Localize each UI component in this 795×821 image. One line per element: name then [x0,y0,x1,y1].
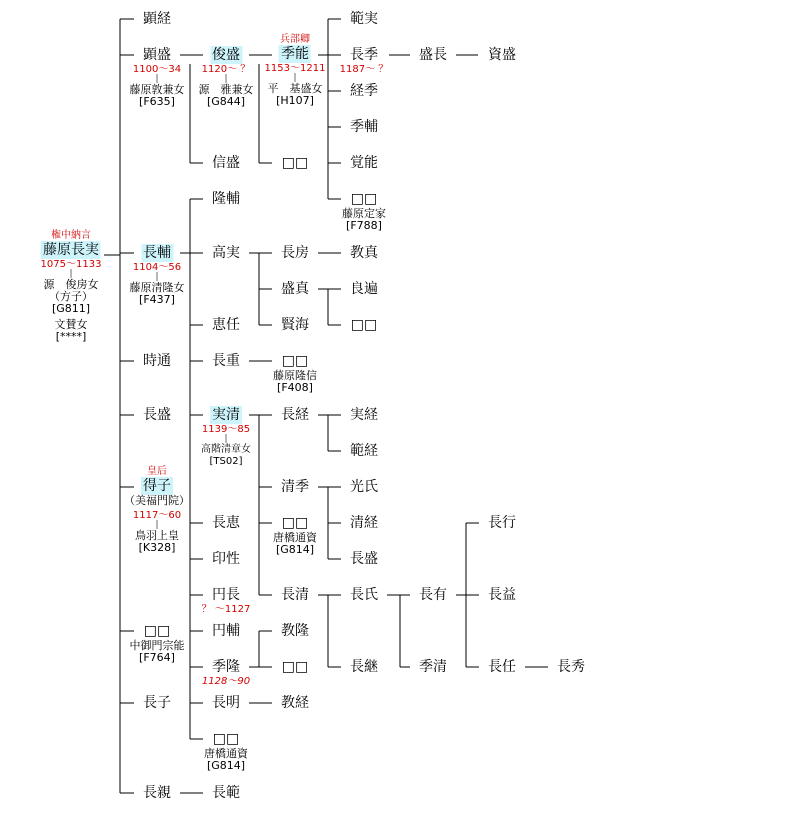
node-unknown-karahashi [273,514,317,556]
node-norizane [348,10,380,28]
node-norizane2 [348,244,380,262]
person-name: 長房 [281,245,309,261]
spouse2-ref: [****] [55,330,87,343]
node-takasuke [210,190,242,208]
spouse-name: 中御門宗能 [129,639,185,652]
spouse-name: 藤原隆信 [273,369,317,382]
person-name: 長恵 [212,515,240,531]
spouse-ref: [F408] [277,381,313,394]
person-name: □□ [143,623,171,639]
node-nagasue [340,46,389,75]
person-name: 季能 [281,46,309,62]
person-name: 長氏 [350,587,378,603]
node-noritsune2 [279,694,311,712]
spouse-ref: [G811] [51,302,91,315]
title-label: 兵部卿 [280,34,310,45]
node-tokushi: 皇后 得子 （美福門院） 1117〜60 | 鳥羽上皇 [K328] [124,466,190,554]
spouse-note: （方子） [49,290,93,303]
title-label: 皇后 [147,466,167,477]
node-nagamori [141,406,173,424]
life-dates: 1104〜56 [132,262,182,273]
node-sanekiyo: 実清 1139〜85 | 高階清章女 [TS02] [201,407,251,467]
node-kenkai [279,316,311,334]
spouse-name: 藤原敦兼女 [129,83,185,96]
life-dates: 1100〜34 [132,64,182,75]
node-suekiyo [417,658,449,676]
node-moronaga [417,46,449,64]
person-name: 長益 [488,587,516,603]
node-nagasuke: 長輔 1104〜56 | 藤原清隆女 [F437] [129,245,185,306]
spouse-ref: [H107] [276,94,314,107]
spouse-ref: [G844] [206,95,246,108]
person-name: 長盛 [143,407,171,423]
life-dates: 1187〜 ？ [339,64,389,75]
life-dates: 1117〜60 [132,510,182,521]
person-name: □□ [281,659,309,675]
life-dates: 1139〜85 [201,424,251,435]
spouse-ref: [F764] [139,651,175,664]
node-unknown-takanobu [273,352,317,394]
node-morizane [279,280,311,298]
person-note: （美福門院） [124,494,190,507]
spouse-name: 藤原定家 [342,207,386,220]
node-suetaka [202,658,250,687]
spouse-name: 唐橋通資 [273,531,317,544]
person-name: 長明 [212,695,240,711]
node-takazane [210,244,242,262]
node-tokimichi [141,352,173,370]
node-nagatsugu [348,658,380,676]
node-nagatsune [279,406,311,424]
person-name: 長行 [488,515,516,531]
node-nagahide [555,658,587,676]
spouse-ref: [G814] [275,543,315,556]
person-name: 長輔 [143,245,171,261]
person-name: □□ [281,155,309,171]
person-name: 長任 [488,659,516,675]
node-nagatou [486,658,518,676]
person-name: 信盛 [212,155,240,171]
person-name: 長範 [212,785,240,801]
node-sukemori [486,46,518,64]
person-name: 印性 [212,551,240,567]
node-nobumori [210,154,242,172]
node-unknown-teika [342,190,386,232]
person-name: 高実 [212,245,240,261]
node-nagaaki [210,694,242,712]
node-unknown-karahashi2 [204,730,248,772]
life-dates: 1120〜 ？ [201,64,251,75]
node-akitsune [141,10,173,28]
node-noritaka [279,622,311,640]
node-kiyotsune [348,514,380,532]
node-sanetsune [348,406,380,424]
person-name: □□ [281,353,309,369]
person-name: 範実 [350,11,378,27]
person-name: 円輔 [212,623,240,639]
person-name: 長継 [350,659,378,675]
node-unknown-suetaka [280,658,310,676]
node-keinin [210,316,242,334]
person-name: □□ [350,191,378,207]
person-name: 顕盛 [143,47,171,63]
spouse-name: 源 俊房女 [43,278,99,291]
node-unknown-kenkai [349,316,379,334]
person-name: □□ [350,317,378,333]
life-dates: ？ 〜1127 [201,604,251,615]
person-name: 教経 [281,695,309,711]
node-encho [202,586,251,615]
person-name: 光氏 [350,479,378,495]
spouse-ref: [G814] [206,759,246,772]
node-nagako [141,694,173,712]
person-name: 教隆 [281,623,309,639]
person-name: 経季 [350,83,378,99]
person-name: 盛真 [281,281,309,297]
person-name: 恵任 [212,317,240,333]
spouse-ref: [F635] [139,95,175,108]
person-name: 実清 [212,407,240,423]
person-name: 賢海 [281,317,309,333]
spouse-name: 藤原清隆女 [129,281,185,294]
node-unknown-sue [280,154,310,172]
node-akimori: 顕盛 1100〜34 | 藤原敦兼女 [F635] [129,47,185,108]
title-label: 権中納言 [51,230,91,241]
spouse-name: 唐橋通資 [204,747,248,760]
person-name: 季清 [419,659,447,675]
person-name: 長季 [349,47,378,63]
person-name: □□ [212,731,240,747]
node-nagashige [210,352,242,370]
person-name: 長有 [419,587,447,603]
person-name: 清季 [281,479,309,495]
person-name: 季輔 [350,119,378,135]
person-name: 藤原長実 [43,242,99,258]
person-name: 教真 [350,245,378,261]
person-name: 顕経 [143,11,171,27]
person-name: □□ [281,515,309,531]
life-dates: 1153〜1211 [264,63,326,74]
person-name: 長重 [212,353,240,369]
person-name: 長子 [143,695,171,711]
node-nagafusa [279,244,311,262]
life-dates: 1128〜90 [201,676,251,687]
person-name: 資盛 [488,47,516,63]
node-nagamasu [486,586,518,604]
person-name: 季隆 [212,659,240,675]
node-kakuno [348,154,380,172]
spouse-name: 高階清章女 [201,444,251,455]
person-name: 清経 [350,515,378,531]
node-insho [210,550,242,568]
node-nagachika [141,784,173,802]
node-unknown-nakamikado [130,622,185,664]
person-name: 長親 [143,785,171,801]
spouse-ref: [F788] [346,219,382,232]
node-nagamori2 [348,550,380,568]
person-name: 長盛 [350,551,378,567]
node-tsunesue [348,82,380,100]
person-name: 良遍 [350,281,378,297]
node-ryohen [348,280,380,298]
life-dates: 1075〜1133 [40,259,102,270]
node-fujiwara-nagazane: 権中納言 藤原長実 1075〜1133 | 源 俊房女 （方子） [G811] 文賛女 [****] [40,230,102,343]
node-naganori [210,784,242,802]
person-name: 範経 [350,443,378,459]
person-name: 長清 [281,587,309,603]
person-name: 俊盛 [212,47,240,63]
node-nagayuki [486,514,518,532]
spouse-ref: [TS02] [209,456,243,467]
node-noritsune [348,442,380,460]
spouse-ref: [F437] [139,293,175,306]
node-kiyosue [279,478,311,496]
person-name: 盛長 [419,47,447,63]
node-toshimori: 俊盛 1120〜 ？ | 源 雅兼女 [G844] [198,47,254,108]
person-name: 覚能 [350,155,378,171]
node-nagakiyo [279,586,311,604]
spouse-ref: [K328] [138,541,176,554]
node-mitsuuji [348,478,380,496]
spouse-name: 鳥羽上皇 [135,529,179,542]
spouse2-name: 文賛女 [54,318,88,331]
person-name: 時通 [143,353,171,369]
node-suesuke [348,118,380,136]
spouse-name: 源 雅兼女 [198,83,254,96]
node-nagauji [348,586,380,604]
spouse-name: 平 基盛女 [267,82,323,95]
person-name: 隆輔 [212,191,240,207]
node-nagaari [417,586,449,604]
person-name: 長秀 [557,659,585,675]
person-name: 得子 [143,478,171,494]
node-nagae [210,514,242,532]
person-name: 長経 [281,407,309,423]
person-name: 円長 [211,587,240,603]
node-suenaga: 兵部卿 季能 1153〜1211 | 平 基盛女 [H107] [264,34,326,107]
person-name: 実経 [350,407,378,423]
node-enho [210,622,242,640]
